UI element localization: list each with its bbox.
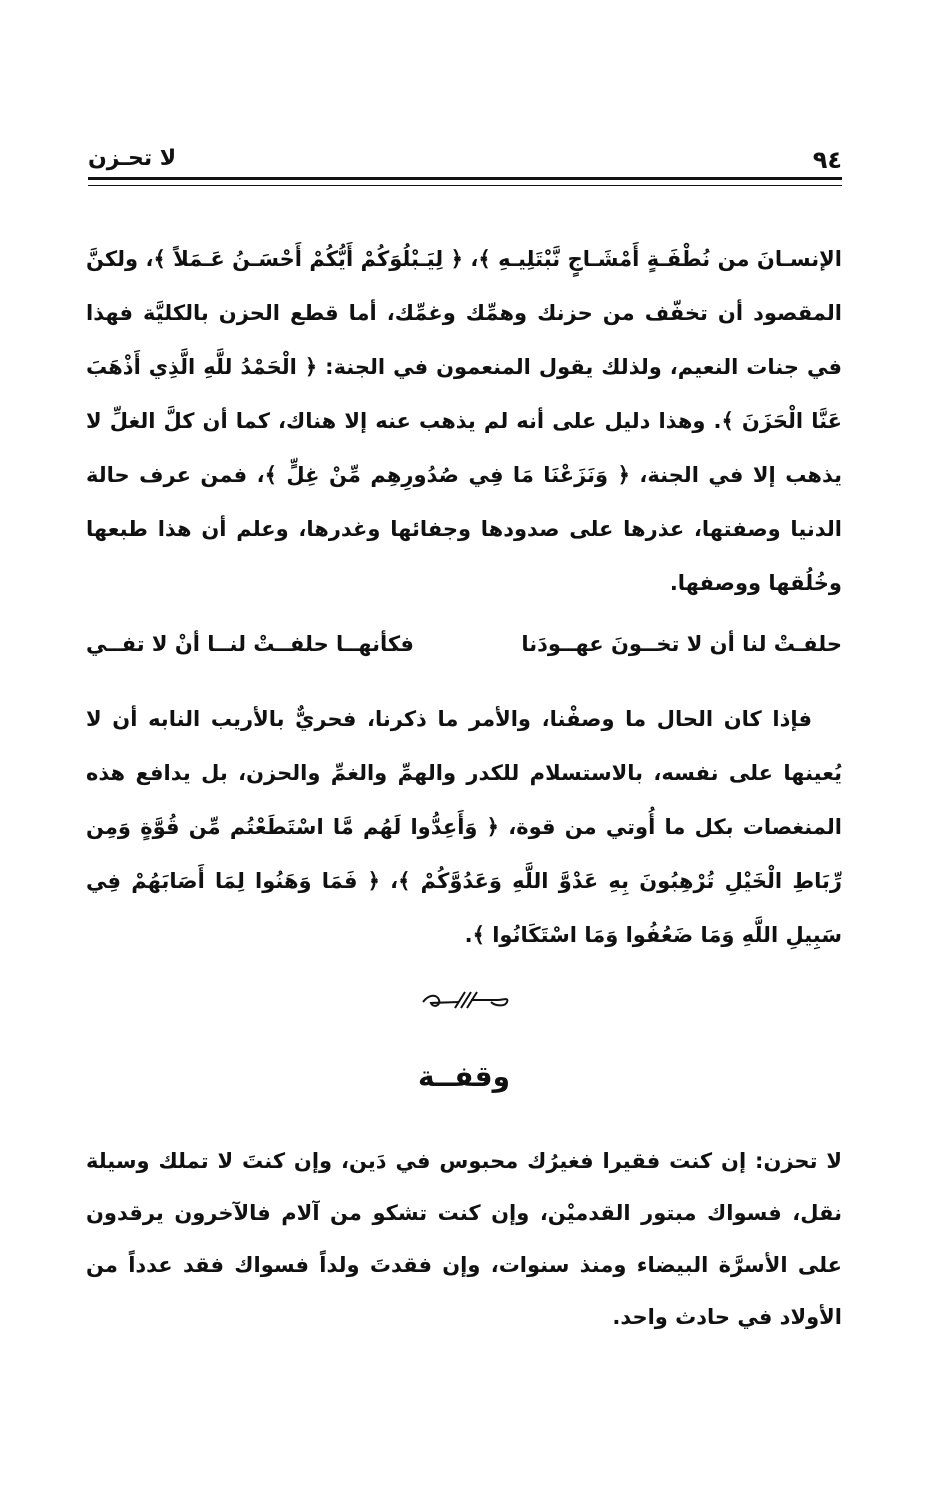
paragraph-2 <box>86 692 842 962</box>
page-header <box>88 138 842 172</box>
first-hemistich: حلفـتْ لنا أن لا تخــونَ عهــودَنا <box>521 632 842 656</box>
section-title: وقفــة <box>417 1060 510 1093</box>
ornament-divider-icon <box>415 988 515 1014</box>
page-number: ٩٤ <box>812 146 842 174</box>
paragraph-2-text: فإذا كان الحال ما وصفْنا، والأمر ما ذكرنا، فحريٌّ بالأريب النابه أن لا يُعينها على نفسه، بالاستسلام للكدر والهمِّ والغمِّ والحزن، بل يدافع هذه المنغصات بكل ما أُوتي من قوة، ﴿ وَأَعِدُّوا لَهُم مَّا اسْتَطَعْتُم مِّن قُوَّةٍ وَمِن رِّبَاطِ الْخَيْلِ تُرْهِبُونَ بِهِ عَدْوَّ اللَّهِ وَعَدُوَّكُمْ ﴾، ﴿ فَمَا وَهَنُوا لِمَا أَصَابَهُمْ فِي سَبِيلِ اللَّهِ وَمَا ضَعُفُوا وَمَا اسْتَكَانُوا ﴾. <box>86 707 842 947</box>
second-hemistich: فكأنهــا حلفــتْ لنــا أنْ لا تفــي <box>86 632 414 656</box>
header-rule-thick <box>88 177 842 180</box>
paragraph-3 <box>86 1135 842 1343</box>
paragraph-1: الإنسـانَ من نُطْفَـةٍ أَمْشَـاجٍ نَّبْتَلِيـهِ ﴾، ﴿ لِيَـبْلُوَكُمْ أَيُّكُمْ أَحْسَـنُ عَـمَلاً ﴾، ولكنَّ المقصود أن تخفّف من حزنك وهمِّك وغمِّك، أما قطع الحزن بالكليَّة فهذا في جنات النعيم، ولذلك يقول المنعمون في الجنة: ﴿ الْحَمْدُ للَّهِ الَّذِي أَذْهَبَ عَنَّا الْحَزَنَ ﴾. وهذا دليل على أنه لم يذهب عنه إلا هناك، كما أن كلَّ الغلِّ لا يذهب إلا في الجنة، ﴿ وَنَزَعْنَا مَا فِي صُدُورِهِم مِّنْ غِلٍّ ﴾، فمن عرف حالة الدنيا وصفتها، عذرها على صدودها وجفائها وغدرها، وعلم أن هذا طبعها وخُلُقها ووصفها. <box>86 247 842 595</box>
running-title: لا تحـزن <box>88 146 177 171</box>
poetry-verse <box>86 624 842 672</box>
paragraph-3-text: إن كنت فقيرا فغيرُك محبوس في دَين، وإن كنتَ لا تملك وسيلة نقل، فسواك مبتور القدميْن، وإن كنت تشكو من آلام فالآخرون يرقدون على الأسرَّة البيضاء ومنذ سنوات، وإن فقدتَ ولداً فسواك فقد عدداً من الأولاد في حادث واحد. <box>86 1149 842 1329</box>
paragraph-3-lead: لا تحزن: <box>755 1149 842 1173</box>
header-rule-thin <box>88 185 842 186</box>
